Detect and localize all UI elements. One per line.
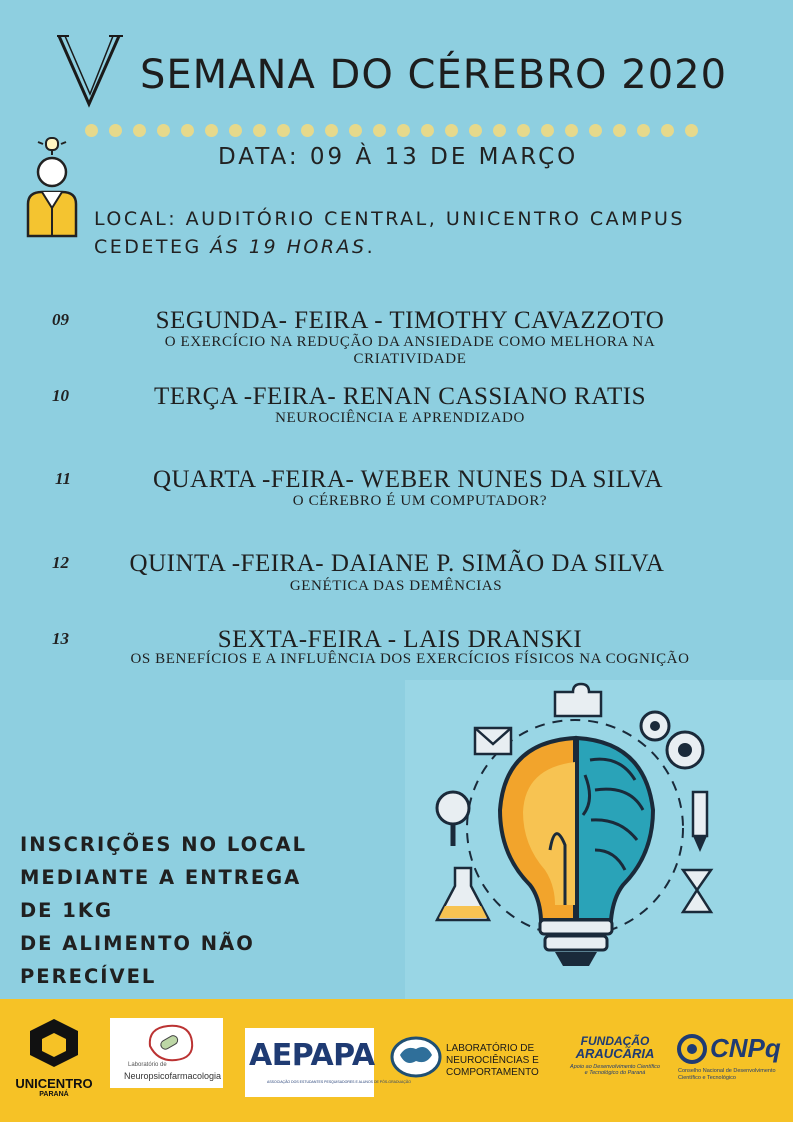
- cnpq-logo: [676, 1031, 793, 1095]
- registration-line: INSCRIÇÕES NO LOCAL: [20, 833, 308, 856]
- location-line-2: CEDETEG ÁS 19 HORAS.: [94, 236, 376, 258]
- neuropsicofarmacologia-logo: [110, 1018, 223, 1088]
- schedule-title: QUARTA -FEIRA- WEBER NUNES DA SILVA: [152, 466, 664, 493]
- cnpq-swirl-icon: [676, 1033, 708, 1065]
- day-number: 09: [52, 310, 69, 329]
- lab-label: LABORATÓRIO DE NEUROCIÊNCIAS E COMPORTAMENTO: [446, 1043, 539, 1078]
- lab-neurociencias-logo: [390, 1029, 540, 1089]
- schedule-subtitle: NEUROCIÊNCIA E APRENDIZADO: [275, 410, 525, 426]
- schedule-subtitle: O EXERCÍCIO NA REDUÇÃO DA ANSIEDADE COMO MELHORA NA CRIATIVIDADE: [164, 334, 656, 367]
- schedule-title: QUINTA -FEIRA- DAIANE P. SIMÃO DA SILVA: [129, 550, 665, 577]
- aepapa-logo: [245, 1028, 411, 1097]
- sponsors-footer: [0, 999, 793, 1122]
- dot-divider: [85, 124, 725, 140]
- unicentro-sub: PARANÁ: [39, 1091, 69, 1098]
- fundacao-araucaria-logo: FUNDAÇÃO ARAUCÁRIA Apoio ao Desenvolvimento Científico e Tecnológico do Paraná: [560, 1035, 670, 1095]
- day-number: 13: [52, 629, 69, 648]
- event-title: SEMANA DO CÉREBRO 2020: [140, 52, 728, 98]
- registration-line: DE ALIMENTO NÃO: [20, 932, 255, 955]
- registration-info: [20, 828, 307, 993]
- cnpq-sub: Conselho Nacional de Desenvolvimento Científico e Tecnológico: [678, 1068, 776, 1081]
- brain-icon: [390, 1035, 442, 1079]
- fundacao-label: FUNDAÇÃO: [580, 1034, 650, 1048]
- registration-line: MEDIANTE A ENTREGA: [20, 866, 302, 889]
- neuro-small-label: Laboratório de: [128, 1062, 167, 1068]
- event-date: DATA: 09 À 13 DE MARÇO: [218, 144, 579, 170]
- neuro-big-label: Neuropsicofarmacologia: [124, 1071, 222, 1081]
- unicentro-cube-icon: [8, 1015, 100, 1071]
- araucaria-label: ARAUCÁRIA: [575, 1046, 655, 1061]
- registration-line: DE 1KG: [20, 899, 113, 922]
- schedule-subtitle: O CÉREBRO É UM COMPUTADOR?: [292, 493, 548, 509]
- day-number: 11: [55, 469, 72, 488]
- brain-pill-icon: [144, 1022, 196, 1064]
- event-location: [94, 205, 685, 261]
- location-line-1: LOCAL: AUDITÓRIO CENTRAL, UNICENTRO CAMPUS: [94, 208, 685, 230]
- registration-line: PERECÍVEL: [20, 965, 157, 988]
- brain-lightbulb-illustration: [405, 680, 793, 1000]
- schedule-subtitle: GENÉTICA DAS DEMÊNCIAS: [289, 578, 503, 594]
- day-number: 10: [52, 386, 69, 405]
- aepapa-sub: ASSOCIAÇÃO DOS ESTUDANTES PESQUISADORES E ALUNOS DE PÓS-GRADUAÇÃO: [267, 1080, 411, 1084]
- day-number: 12: [52, 553, 69, 572]
- unicentro-logo: [8, 1015, 100, 1107]
- schedule-title: SEXTA-FEIRA - LAIS DRANSKI: [217, 626, 583, 653]
- schedule-subtitle: OS BENEFÍCIOS E A INFLUÊNCIA DOS EXERCÍCIOS FÍSICOS NA COGNIÇÃO: [130, 651, 690, 667]
- roman-numeral-v: [55, 30, 125, 110]
- schedule-title: TERÇA -FEIRA- RENAN CASSIANO RATIS: [153, 383, 647, 410]
- schedule-title: SEGUNDA- FEIRA - TIMOTHY CAVAZZOTO: [155, 307, 665, 334]
- cnpq-label: CNPq: [710, 1033, 781, 1063]
- unicentro-label: UNICENTRO: [15, 1076, 93, 1091]
- aepapa-label: AEPAPA: [249, 1038, 375, 1073]
- thinking-person-icon: [24, 138, 80, 238]
